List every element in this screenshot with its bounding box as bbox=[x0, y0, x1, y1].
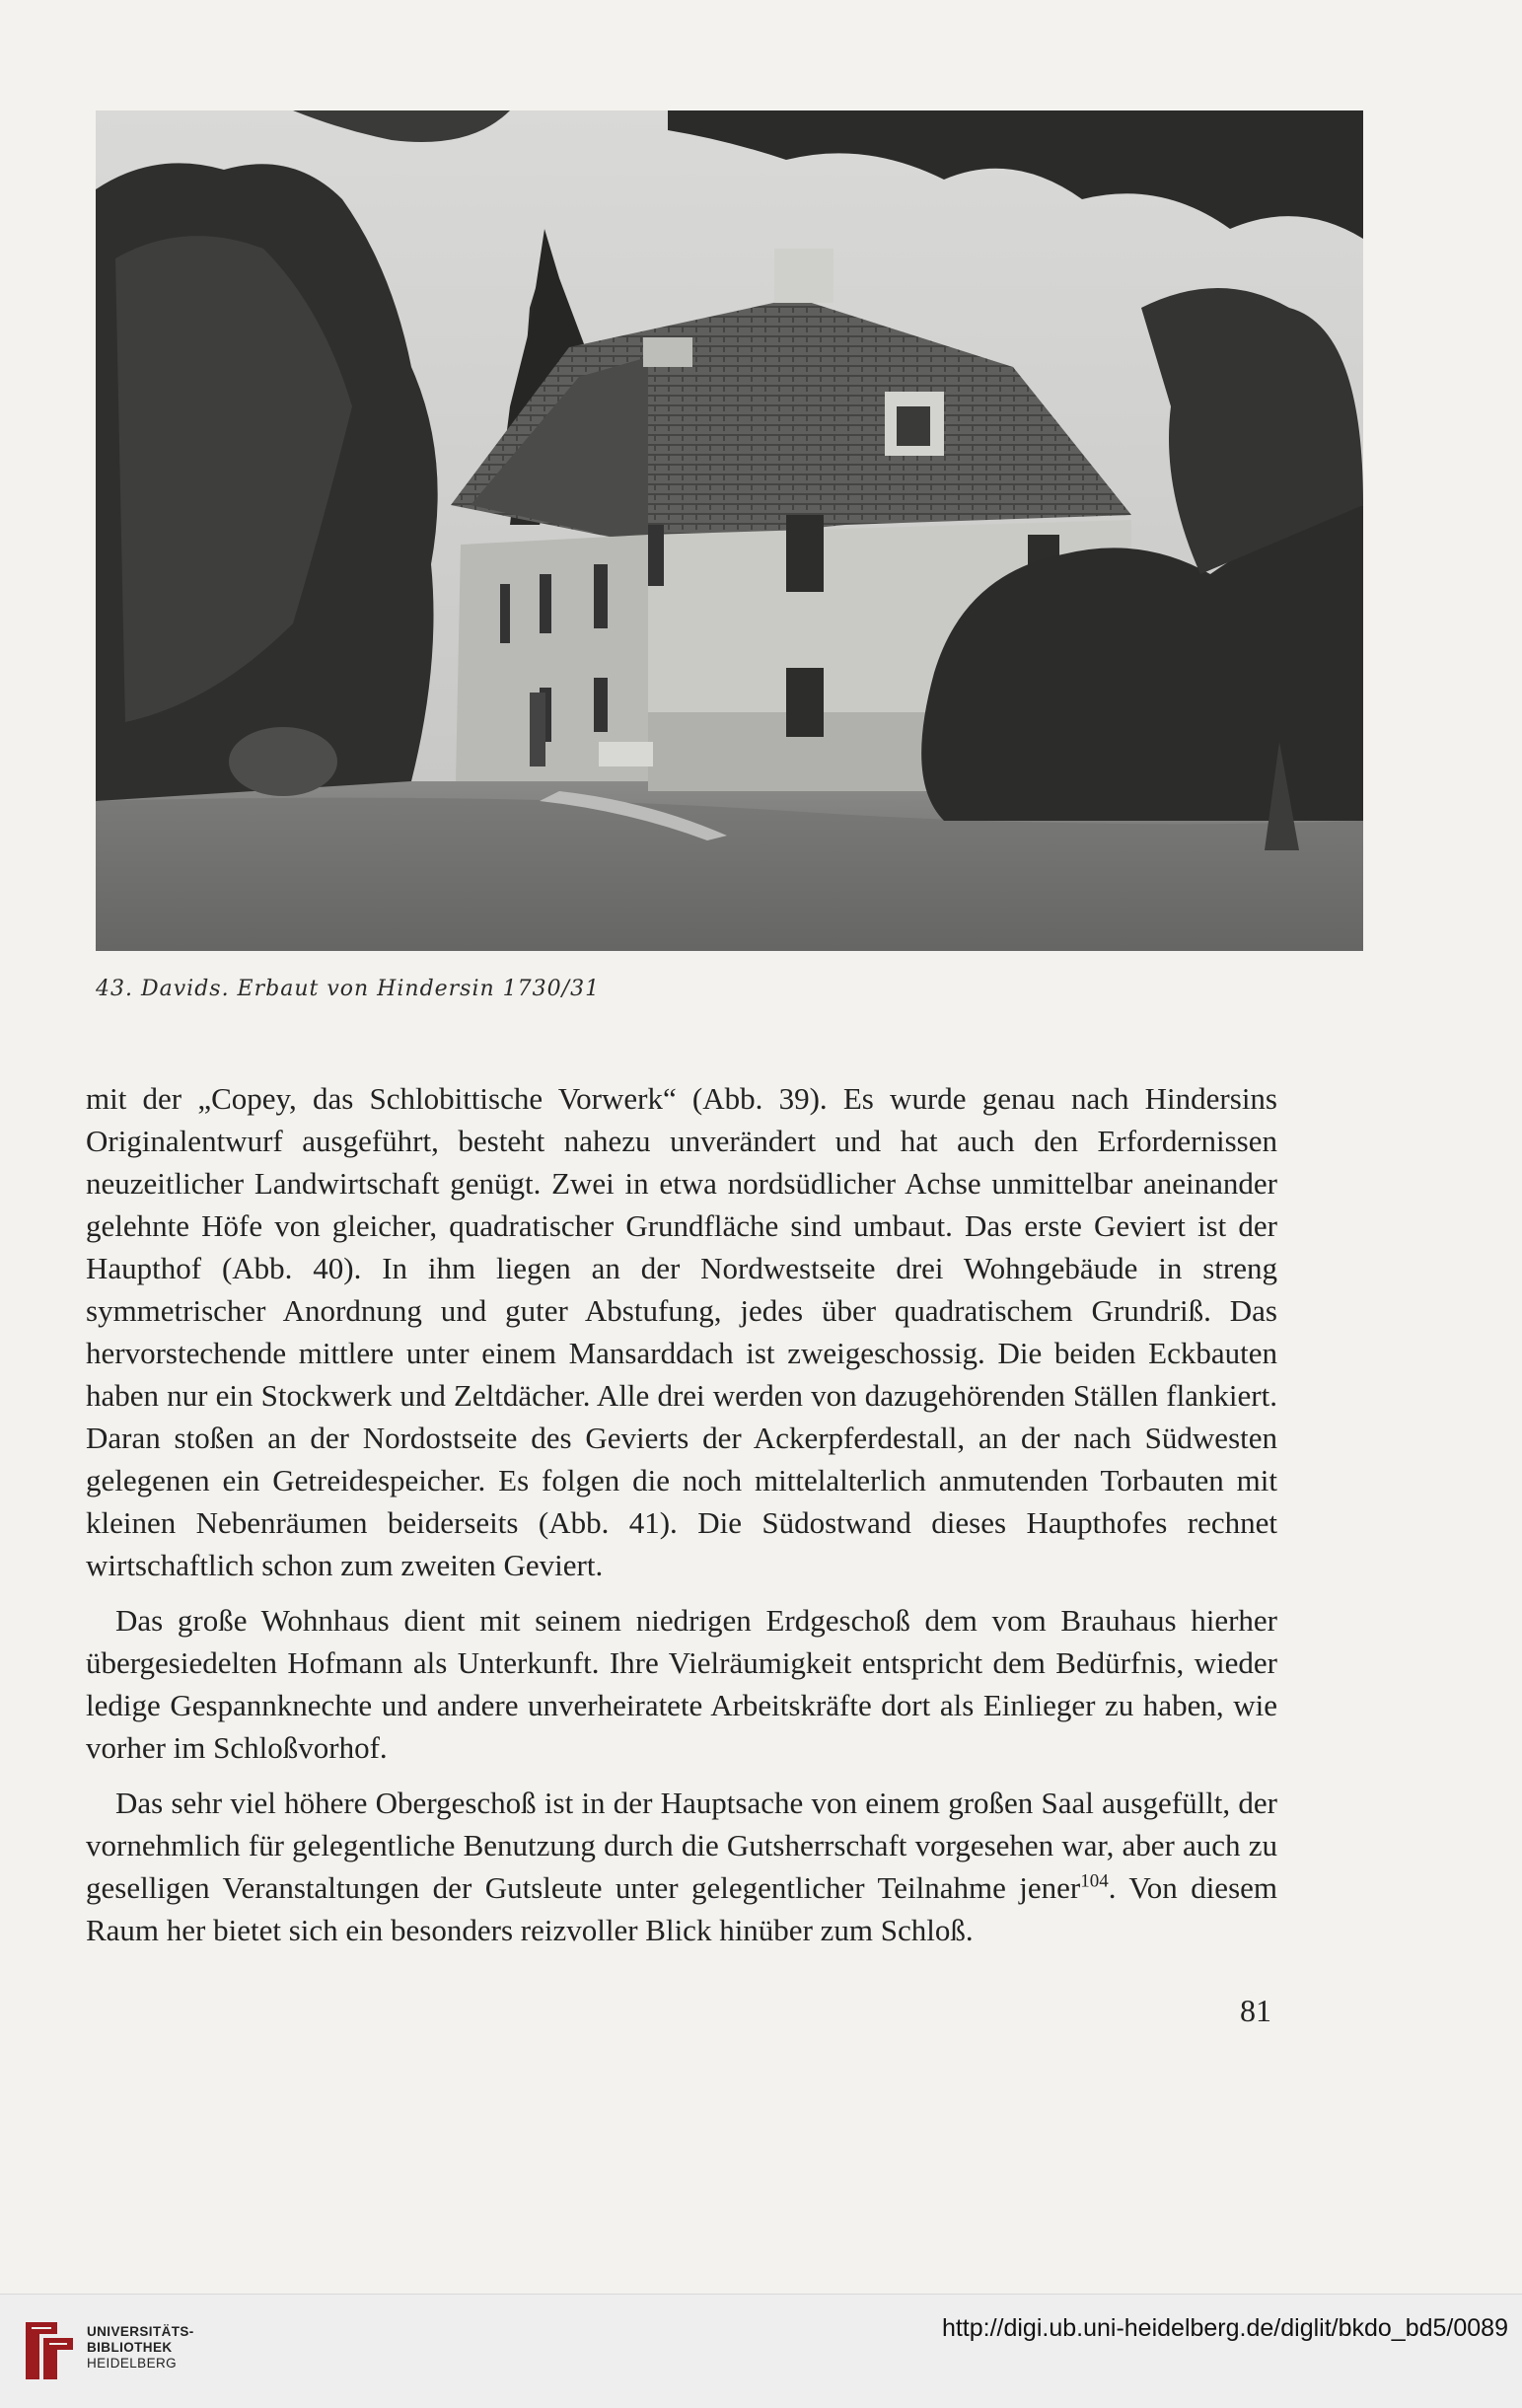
library-name-line-2: BIBLIOTHEK bbox=[87, 2340, 173, 2355]
paragraph-3 bbox=[86, 1782, 1277, 1951]
viewer-footer bbox=[0, 2294, 1522, 2408]
paragraph-1: mit der „Copey, das Schlobittische Vorwerk“ (Abb. 39). Es wurde genau nach Hindersins Originalentwurf ausgeführt, besteht nahezu unverändert und hat auch den Erfordernissen neuzeitlicher Landwirtschaft genügt. Zwei in etwa nordsüdlicher Achse unmittelbar aneinander gelehnte Höfe von gleicher, quadratischer Grundfläche sind umbaut. Das erste Geviert ist der Haupthof (Abb. 40). In ihm liegen an der Nordwestseite drei Wohngebäude in streng symmetrischer Anordnung und guter Abstufung, jedes über quadratischem Grundriß. Das hervorstechende mittlere unter einem Mansarddach ist zweigeschossig. Die beiden Eckbauten haben nur ein Stockwerk und Zeltdächer. Alle drei werden von dazugehörenden Ställen flankiert. Daran stoßen an der Nordostseite des Gevierts der Ackerpferdestall, an der nach Südwesten gelegenen ein Getreidespeicher. Es folgen die noch mittelalterlich anmutenden Torbauten mit kleinen Nebenräumen beiderseits (Abb. 41). Die Südostwand dieses Haupthofes rechnet wirtschaftlich schon zum zweiten Geviert. bbox=[86, 1081, 1277, 1582]
manor-house-photograph bbox=[96, 110, 1363, 951]
paragraph-3-text: Das sehr viel höhere Obergeschoß ist in der Hauptsache von einem großen Saal ausgefüllt, der vornehmlich für gelegentliche Benutzung durch die Gutsherrschaft vorgesehen war, aber auch zu geselligen Veranstaltungen der Gutsleute unter gelegentlicher Teilnahme jener bbox=[86, 1786, 1277, 1905]
body-text bbox=[86, 1077, 1277, 1964]
figure-caption: 43. Davids. Erbaut von Hindersin 1730/31 bbox=[96, 977, 601, 1001]
source-url-link[interactable]: http://digi.ub.uni-heidelberg.de/diglit/bkdo_bd5/0089 bbox=[941, 2314, 1508, 2342]
page-number: 81 bbox=[1240, 1993, 1271, 2028]
paragraph-2: Das große Wohnhaus dient mit seinem niedrigen Erdgeschoß dem vom Brauhaus hierher übergesiedelten Hofmann als Unterkunft. Ihre Vielräumigkeit entspricht dem Bedürfnis, wieder ledige Gespannknechte und andere unverheiratete Arbeitskräfte dort als Einlieger zu haben, wie vorher im Schloßvorhof. bbox=[86, 1603, 1277, 1765]
library-name-line-1: UNIVERSITÄTS- bbox=[87, 2324, 194, 2339]
footnote-reference[interactable]: 104 bbox=[1080, 1870, 1109, 1892]
library-logo-icon[interactable] bbox=[18, 2316, 81, 2385]
library-name bbox=[87, 2324, 194, 2372]
library-name-line-3: HEIDELBERG bbox=[87, 2356, 178, 2371]
paragraph-3-end: . Von diesem Raum her bietet sich ein besonders reizvoller Blick hinüber zum Schloß. bbox=[86, 1870, 1278, 1947]
